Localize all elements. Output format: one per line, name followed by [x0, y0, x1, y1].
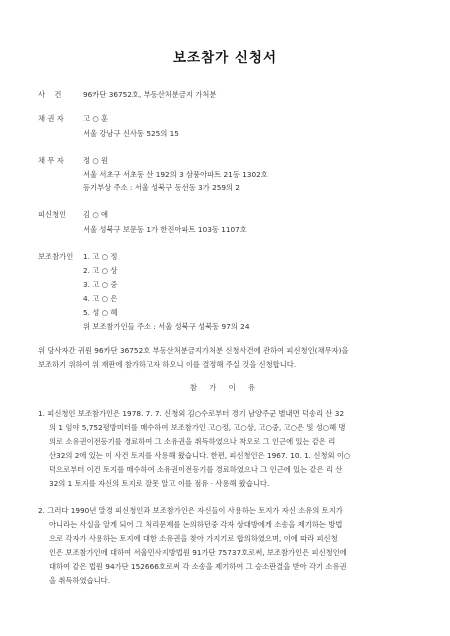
creditor-address: 서울 강남구 신사동 525의 15 — [83, 129, 179, 138]
intervenor-name: 1. 고 ○ 정 — [83, 252, 118, 261]
applicant-label: 피신청인 — [38, 210, 67, 219]
intervenors-address: 위 보조참가인들 주소 : 서울 성북구 성북동 97의 24 — [83, 322, 250, 331]
debtor-registry-address: 등기부상 주소 : 서울 성북구 동선동 3가 259의 2 — [83, 183, 241, 192]
reason-2-line: 으로 각자가 사용하는 토지에 대한 소유권을 찾아 가지기로 합의하였으며, 이에 따라 피신청 — [49, 534, 338, 543]
intervenor-name: 4. 고 ○ 은 — [83, 294, 118, 303]
reason-2-line: 대하여 같은 법원 94가단 152666호로써 각 소송을 제기하여 그 승소판결을 받아 각기 소유권 — [49, 562, 347, 571]
debtor-label: 채 무 자 — [38, 156, 64, 165]
reason-1-line: 덕으로부터 이건 토지를 매수하여 소유권이전등기를 경료하였으나 그 인근에 있는 같은 리 산 — [49, 465, 343, 474]
case-value: 96카단 36752호, 부동산처분금지 가처분 — [83, 90, 217, 99]
reason-2-line: 을 취득하였습니다. — [49, 576, 111, 585]
applicant-name: 김 ○ 애 — [83, 210, 109, 219]
reason-1-line: 32의 1 토지를 자신의 토지로 잘못 알고 이를 점유 · 사용해 왔습니다. — [49, 479, 270, 488]
reason-2-line: 인은 보조참가인에 대하여 서울민사지방법원 91가단 75737호로써, 보조참가인은 피신청인에 — [49, 548, 347, 557]
debtor-name: 정 ○ 원 — [83, 156, 109, 165]
intervenors-label: 보조참가인 — [38, 252, 74, 261]
request-line: 보조하기 위하여 위 재판에 참가하고자 하오니 이를 결정해 주실 것을 신청합니다. — [38, 360, 297, 369]
debtor-address: 서울 서초구 서초동 산 192의 3 삼풍아파트 21동 1302호 — [83, 170, 268, 179]
intervenor-name: 2. 고 ○ 상 — [83, 266, 118, 275]
intervenor-name: 3. 고 ○ 중 — [83, 280, 118, 289]
reason-2-line: 2. 그러다 1990년 말경 피신청인과 보조참가인은 자신들이 사용하는 토지가 자신 소유의 토지가 — [38, 506, 343, 515]
reason-1-line: 산32의 2에 있는 이 사건 토지를 사용해 왔습니다. 한편, 피신청인은 1967. 10. 1. 신청외 이○ — [49, 451, 351, 460]
request-line: 위 당사자간 귀원 96카단 36752호 부동산처분금지가처분 신청사건에 관하여 피신청인(채무자)을 — [38, 346, 349, 355]
reasons-heading: 참 가 이 유 — [189, 383, 261, 392]
reason-1-line: 1. 피신청인 보조참가인은 1978. 7. 7. 신청외 김○수로부터 경기 남양주군 별내면 덕송리 산 32 — [38, 409, 345, 418]
case-label: 사 건 — [38, 90, 62, 99]
creditor-name: 고 ○ 훈 — [83, 114, 109, 123]
reason-1-line: 의 1 임야 5,752평방미터를 매수하여 보조참가인 고○정, 고○상, 고○중, 고○은 및 성○혜 명 — [49, 423, 346, 432]
reason-1-line: 의로 소유권이전등기를 경료하여 그 소유권을 취득하였으나 착오로 그 인근에 있는 같은 리 — [49, 437, 336, 446]
reason-2-line: 아니라는 사실을 알게 되어 그 처리문제를 논의하던중 각자 상대방에게 소송을 제기하는 방법 — [49, 520, 343, 529]
intervenor-name: 5. 성 ○ 혜 — [83, 308, 118, 317]
creditor-label: 채 권 자 — [38, 114, 64, 123]
applicant-address: 서울 성북구 보문동 1가 한진아파트 103동 1107호 — [83, 225, 247, 234]
document-title: 보조참가 신청서 — [173, 50, 277, 66]
